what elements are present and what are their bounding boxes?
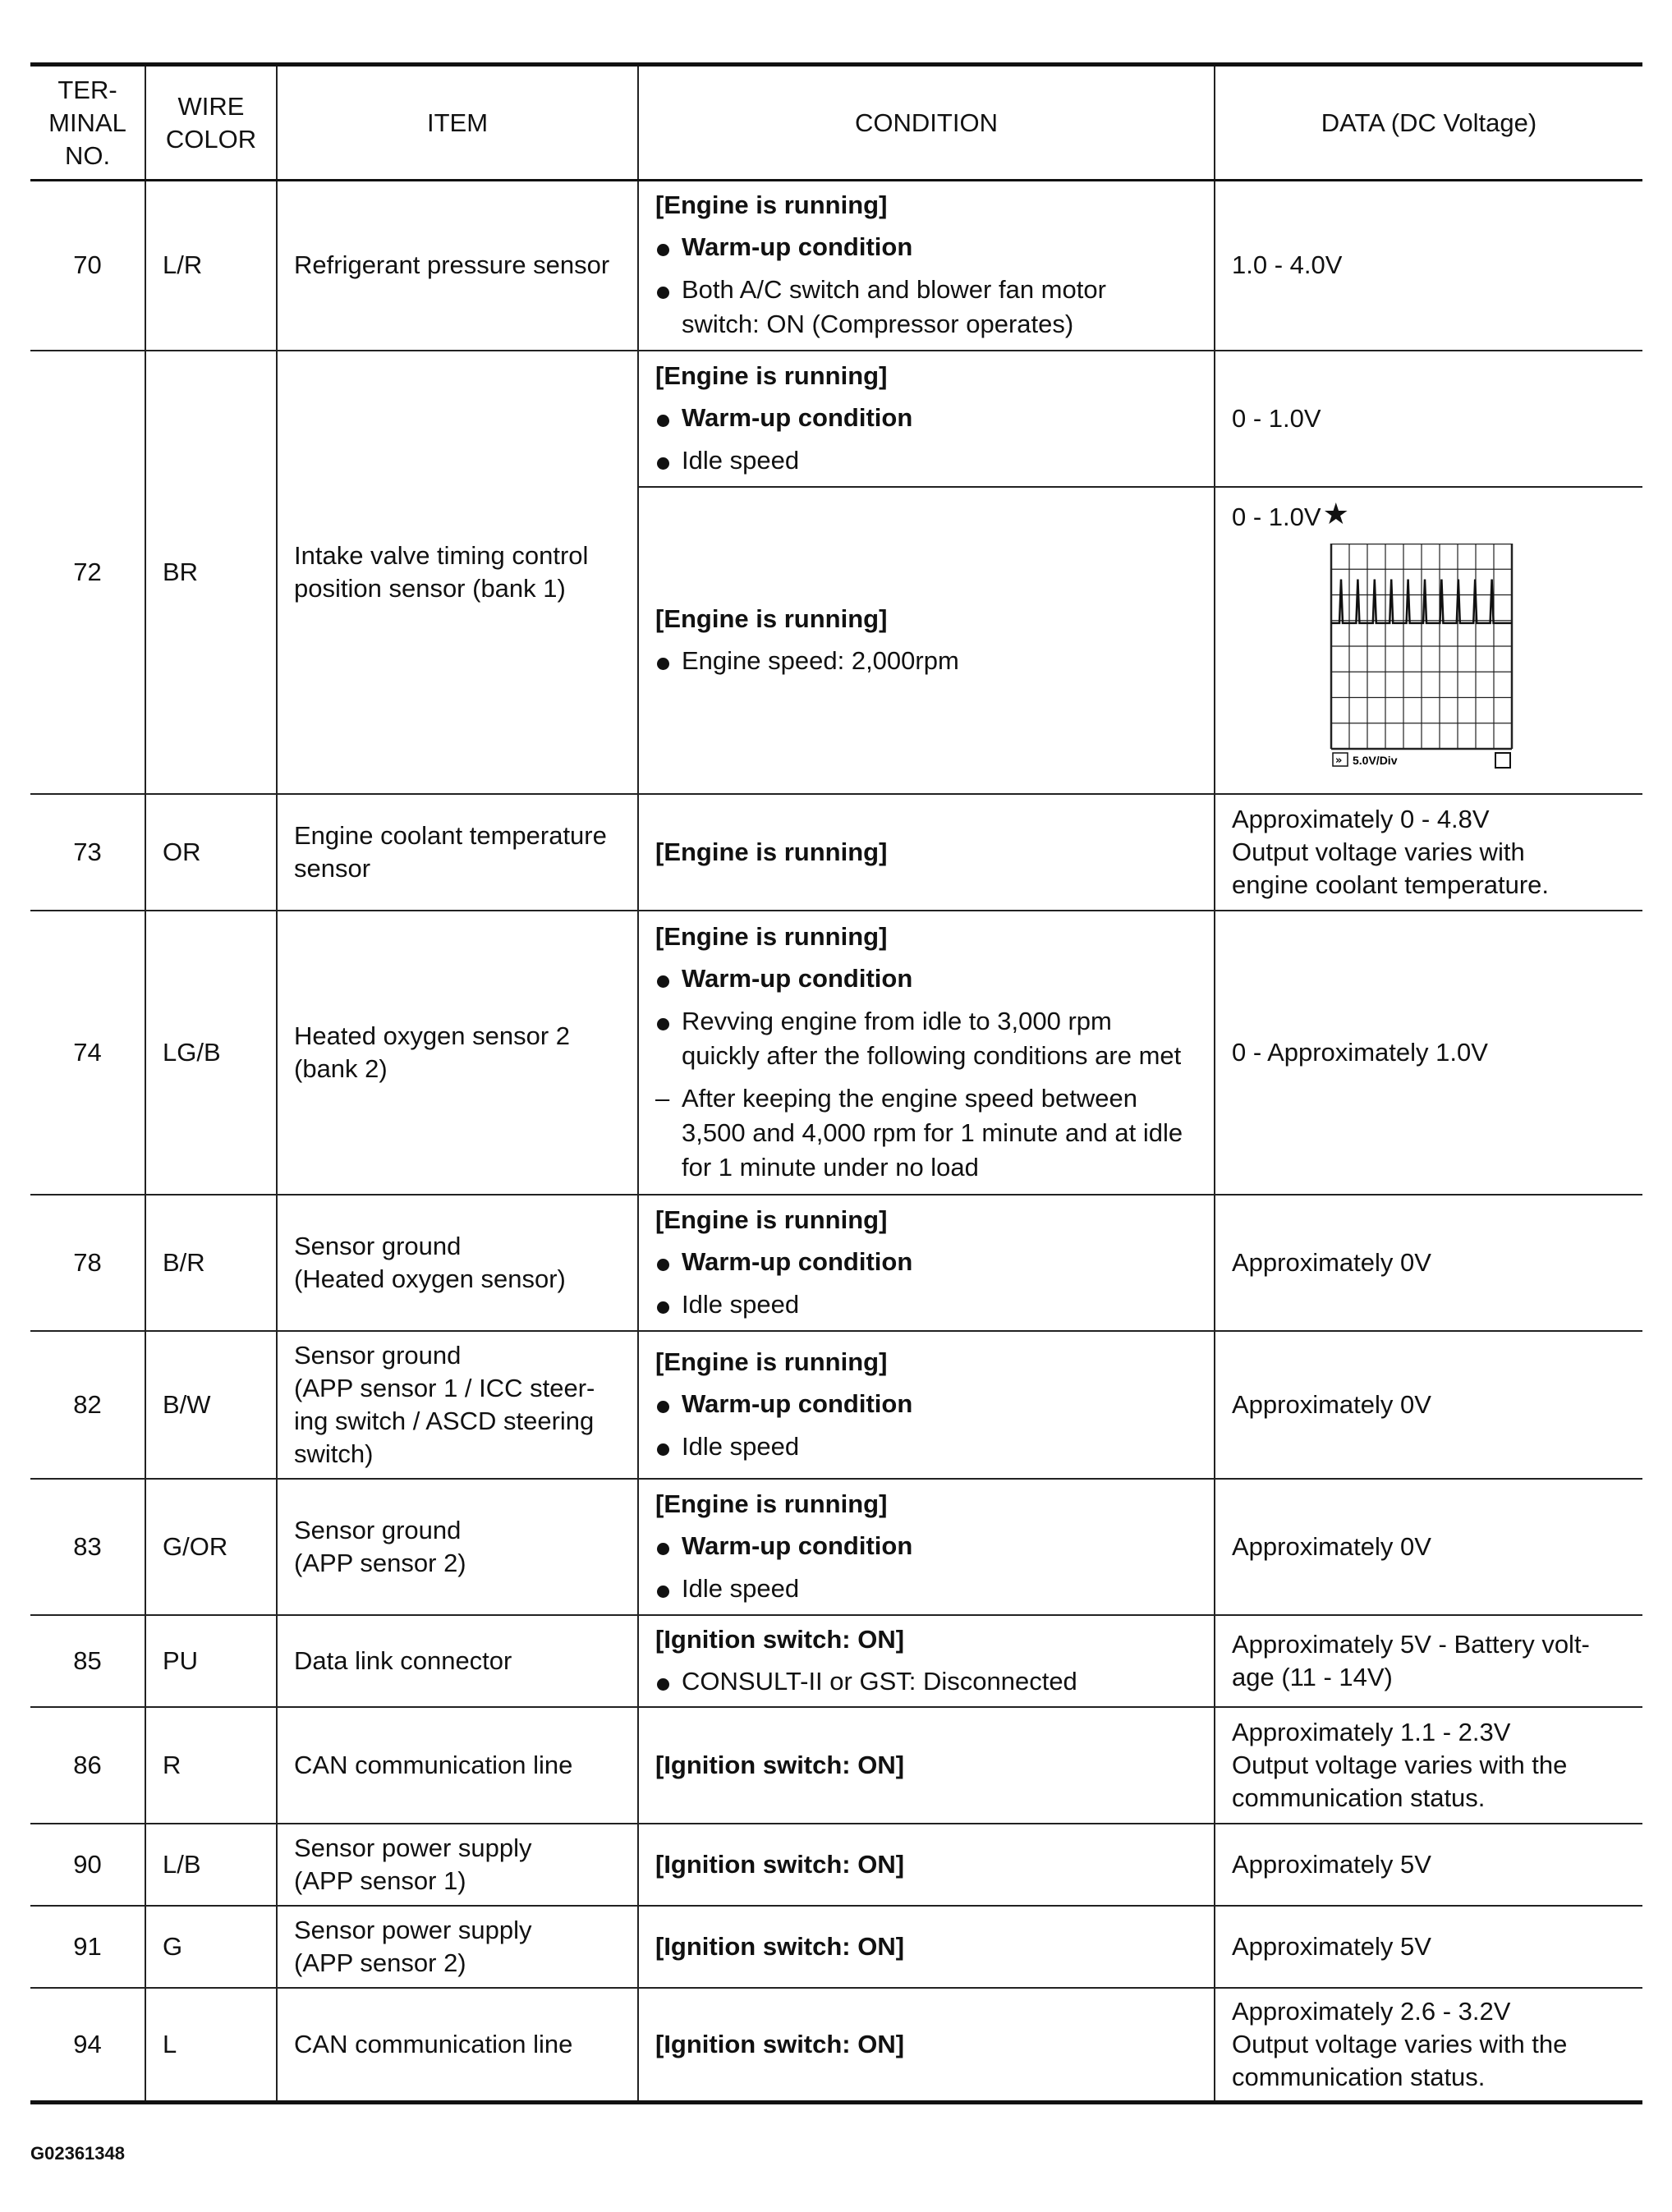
data-value: Approximately 5V - Battery volt-: [1232, 1629, 1590, 1659]
bullet-icon: [655, 443, 682, 478]
item-line: CAN communication line: [294, 2029, 573, 2058]
item-description: [277, 1479, 638, 1615]
item-line: sensor: [294, 853, 371, 883]
bullet-icon: [655, 401, 682, 435]
condition-cell: [638, 1906, 1215, 1988]
data-line: [1232, 1531, 1626, 1563]
condition-text: [682, 401, 1197, 435]
condition-text-line: for 1 minute under no load: [682, 1152, 979, 1182]
condition-title: [Engine is running]: [655, 837, 888, 866]
data-cell: [1215, 1195, 1642, 1331]
data-line: [1232, 1246, 1626, 1279]
header-terminal-line: NO.: [64, 140, 111, 170]
oscilloscope-graph: [1326, 544, 1517, 773]
condition-cell: [638, 181, 1215, 351]
item-line: Sensor ground: [294, 1515, 462, 1544]
item-line: (Heated oxygen sensor): [294, 1264, 566, 1293]
terminal-data-table: [30, 62, 1642, 2104]
condition-text: [682, 961, 1197, 996]
condition-text-line: Idle speed: [682, 445, 800, 475]
data-cell: [1215, 1479, 1642, 1615]
scale-label: 5.0V/Div: [1353, 753, 1398, 767]
table-row: [30, 181, 1642, 351]
data-line: [1232, 1848, 1626, 1881]
condition-text-line: Warm-up condition: [682, 402, 913, 432]
condition-text-line: Engine speed: 2,000rpm: [682, 645, 959, 675]
data-value: Approximately 0 - 4.8V: [1232, 804, 1490, 833]
square-marker-icon: [1495, 753, 1510, 768]
data-line: [1232, 1782, 1626, 1815]
data-line: [1232, 2028, 1626, 2061]
wire-color: R: [145, 1707, 277, 1824]
condition-cell: [638, 1707, 1215, 1824]
data-value: communication status.: [1232, 2062, 1486, 2091]
data-value: Approximately 0V: [1232, 1247, 1431, 1277]
wire-color: OR: [145, 794, 277, 911]
header-wire-line: WIRE: [177, 91, 245, 121]
data-line: [1232, 869, 1626, 902]
oscilloscope-waveform: [1326, 544, 1523, 778]
item-line: (APP sensor 2): [294, 1548, 466, 1577]
item-line: (bank 2): [294, 1053, 388, 1083]
condition-line: [655, 1529, 1197, 1563]
item-description: [277, 1906, 638, 1988]
condition-text-line: After keeping the engine speed between: [682, 1083, 1137, 1113]
data-line: [1232, 402, 1626, 435]
condition-cell: [638, 1479, 1215, 1615]
condition-line: [655, 1572, 1197, 1606]
condition-text-line: Warm-up condition: [682, 1388, 913, 1418]
item-description: [277, 181, 638, 351]
terminal-number: 94: [30, 1988, 145, 2103]
data-cell: [1215, 181, 1642, 351]
item-description: [277, 1988, 638, 2103]
wire-color: PU: [145, 1615, 277, 1707]
condition-title: [Engine is running]: [655, 921, 888, 951]
condition-text: [682, 1287, 1197, 1322]
condition-title: [Ignition switch: ON]: [655, 1624, 905, 1654]
table-row: [30, 1707, 1642, 1824]
condition-line: [655, 401, 1197, 435]
data-value: Output voltage varies with the: [1232, 2029, 1568, 2058]
data-cell: [1215, 1615, 1642, 1707]
data-value: Approximately 2.6 - 3.2V: [1232, 1996, 1511, 2026]
data-line: [1232, 1749, 1626, 1782]
header-row: [30, 65, 1642, 181]
data-cell: [1215, 1988, 1642, 2103]
condition-title: [Engine is running]: [655, 603, 888, 633]
table-row: [30, 911, 1642, 1195]
data-cell: [1215, 911, 1642, 1195]
item-line: CAN communication line: [294, 1750, 573, 1779]
header-terminal-no: [30, 65, 145, 181]
condition-line: [655, 1004, 1197, 1073]
condition-line: [655, 961, 1197, 996]
item-line: (APP sensor 2): [294, 1948, 466, 1977]
condition-cell: [638, 1988, 1215, 2103]
item-description: [277, 1195, 638, 1331]
condition-text-line: Revving engine from idle to 3,000 rpm: [682, 1006, 1112, 1035]
star-icon: ★: [1322, 496, 1349, 530]
wire-color: L: [145, 1988, 277, 2103]
data-line: [1232, 1995, 1626, 2028]
condition-text-line: Idle speed: [682, 1573, 800, 1603]
data-value: engine coolant temperature.: [1232, 870, 1550, 899]
bullet-icon: [655, 230, 682, 264]
item-description: [277, 351, 638, 794]
condition-cell: [638, 911, 1215, 1195]
data-value: 0 - 1.0V: [1232, 502, 1321, 531]
terminal-number: 90: [30, 1824, 145, 1906]
item-line: switch): [294, 1439, 374, 1468]
condition-title: [Engine is running]: [655, 1489, 888, 1518]
data-cell: [1215, 351, 1642, 487]
condition-title: [Ignition switch: ON]: [655, 1849, 905, 1879]
data-value: age (11 - 14V): [1232, 1662, 1393, 1691]
condition-title: [Ignition switch: ON]: [655, 1750, 905, 1779]
condition-text-line: CONSULT-II or GST: Disconnected: [682, 1666, 1077, 1696]
data-line: [1232, 498, 1626, 534]
condition-cell: [638, 351, 1215, 487]
item-line: Heated oxygen sensor 2: [294, 1021, 571, 1050]
condition-text: [682, 1245, 1197, 1279]
bullet-icon: [655, 644, 682, 678]
condition-text-line: Both A/C switch and blower fan motor: [682, 275, 1106, 305]
item-description: [277, 1824, 638, 1906]
condition-cell: [638, 794, 1215, 911]
data-line: [1232, 1930, 1626, 1963]
condition-cell: [638, 1331, 1215, 1479]
table-row: [30, 1479, 1642, 1615]
item-line: Refrigerant pressure sensor: [294, 250, 610, 280]
terminal-number: 70: [30, 181, 145, 351]
wire-color: L/R: [145, 181, 277, 351]
wire-color: LG/B: [145, 911, 277, 1195]
table-row: [30, 1906, 1642, 1988]
terminal-number: 83: [30, 1479, 145, 1615]
terminal-number: 85: [30, 1615, 145, 1707]
condition-cell: [638, 1615, 1215, 1707]
header-wire-color: [145, 65, 277, 181]
wire-color: G/OR: [145, 1479, 277, 1615]
condition-title: [Ignition switch: ON]: [655, 1931, 905, 1961]
condition-cell: [638, 1195, 1215, 1331]
condition-text-line: Warm-up condition: [682, 1531, 913, 1560]
item-line: (APP sensor 1 / ICC steer-: [294, 1373, 595, 1402]
table-row: [30, 1615, 1642, 1707]
header-terminal-line: TER-: [57, 75, 117, 104]
data-cell: [1215, 1906, 1642, 1988]
condition-text: [682, 273, 1197, 342]
header-wire-line: COLOR: [165, 124, 257, 154]
bullet-icon: [655, 1245, 682, 1279]
item-line: position sensor (bank 1): [294, 573, 566, 603]
table-row: [30, 351, 1642, 487]
data-value: communication status.: [1232, 1783, 1486, 1812]
item-line: Sensor power supply: [294, 1915, 532, 1944]
condition-text: [682, 1664, 1197, 1699]
data-value: 1.0 - 4.0V: [1232, 250, 1343, 280]
data-line: [1232, 1388, 1626, 1421]
data-line: [1232, 249, 1626, 282]
item-line: Sensor ground: [294, 1231, 462, 1260]
table-row: [30, 1331, 1642, 1479]
terminal-number: 78: [30, 1195, 145, 1331]
condition-text: [682, 443, 1197, 478]
bullet-icon: [655, 1430, 682, 1464]
condition-text-line: switch: ON (Compressor operates): [682, 310, 1074, 339]
data-value: Approximately 5V: [1232, 1931, 1431, 1961]
document-code: G02361348: [30, 2143, 125, 2164]
condition-title: [Engine is running]: [655, 360, 888, 390]
condition-title: [Engine is running]: [655, 190, 888, 220]
header-terminal-line: MINAL: [48, 108, 126, 137]
condition-line: [655, 443, 1197, 478]
data-cell: [1215, 1707, 1642, 1824]
terminal-number: 72: [30, 351, 145, 794]
header-condition: CONDITION: [638, 65, 1215, 181]
data-line: [1232, 803, 1626, 836]
condition-text-line: Warm-up condition: [682, 1246, 913, 1276]
condition-line: [655, 1430, 1197, 1464]
item-line: (APP sensor 1): [294, 1866, 466, 1895]
condition-line: [655, 273, 1197, 342]
condition-text: [682, 1387, 1197, 1421]
double-chevron-glyph: »: [1335, 754, 1343, 767]
data-value: Approximately 1.1 - 2.3V: [1232, 1717, 1511, 1746]
condition-text-line: 3,500 and 4,000 rpm for 1 minute and at idle: [682, 1117, 1183, 1147]
condition-text: [682, 1430, 1197, 1464]
item-description: [277, 1615, 638, 1707]
bullet-icon: [655, 961, 682, 996]
condition-title: [Engine is running]: [655, 1205, 888, 1234]
dash-icon: –: [655, 1083, 670, 1113]
data-cell: [1215, 487, 1642, 794]
table-row: [30, 1824, 1642, 1906]
item-line: Sensor ground: [294, 1340, 462, 1370]
condition-text: [682, 644, 1197, 678]
item-description: [277, 1707, 638, 1824]
data-line: [1232, 836, 1626, 869]
table-body: [30, 181, 1642, 2103]
condition-text: [682, 1004, 1197, 1073]
condition-text-line: Warm-up condition: [682, 963, 913, 993]
condition-text: [682, 230, 1197, 264]
condition-line: [655, 230, 1197, 264]
condition-line: [655, 1287, 1197, 1322]
item-description: [277, 1331, 638, 1479]
terminal-number: 86: [30, 1707, 145, 1824]
table-header: [30, 65, 1642, 181]
data-line: [1232, 2061, 1626, 2094]
condition-text-line: quickly after the following conditions are met: [682, 1040, 1182, 1070]
condition-cell: [638, 487, 1215, 794]
item-description: [277, 794, 638, 911]
terminal-number: 73: [30, 794, 145, 911]
condition-text-line: Idle speed: [682, 1289, 800, 1319]
item-line: Sensor power supply: [294, 1833, 532, 1862]
item-line: Data link connector: [294, 1645, 512, 1675]
bullet-icon: [655, 1287, 682, 1322]
condition-line: [655, 644, 1197, 678]
condition-line: [655, 1387, 1197, 1421]
condition-text: [682, 1081, 1197, 1185]
item-line: ing switch / ASCD steering: [294, 1406, 595, 1435]
condition-title: [Ignition switch: ON]: [655, 2029, 905, 2058]
wire-color: B/R: [145, 1195, 277, 1331]
wire-color: BR: [145, 351, 277, 794]
condition-text-line: Warm-up condition: [682, 232, 913, 262]
data-value: Output voltage varies with: [1232, 837, 1525, 866]
header-item: ITEM: [277, 65, 638, 181]
data-line: [1232, 1628, 1626, 1661]
terminal-number: 82: [30, 1331, 145, 1479]
data-line: [1232, 1036, 1626, 1069]
data-line: [1232, 1661, 1626, 1694]
header-data: DATA (DC Voltage): [1215, 65, 1642, 181]
data-value: 0 - Approximately 1.0V: [1232, 1037, 1488, 1067]
data-value: Approximately 5V: [1232, 1849, 1431, 1879]
terminal-number: 74: [30, 911, 145, 1195]
data-cell: [1215, 1331, 1642, 1479]
wire-color: G: [145, 1906, 277, 1988]
condition-line: [655, 1081, 1197, 1185]
data-cell: [1215, 1824, 1642, 1906]
condition-text-line: Idle speed: [682, 1431, 800, 1461]
data-value: Approximately 0V: [1232, 1389, 1431, 1419]
condition-text: [682, 1529, 1197, 1563]
data-line: [1232, 1716, 1626, 1749]
item-description: [277, 911, 638, 1195]
data-value: 0 - 1.0V: [1232, 403, 1321, 433]
condition-cell: [638, 1824, 1215, 1906]
condition-text: [682, 1572, 1197, 1606]
table-row: [30, 1988, 1642, 2103]
bullet-icon: [655, 1387, 682, 1421]
condition-line: [655, 1664, 1197, 1699]
data-value: Approximately 0V: [1232, 1531, 1431, 1561]
wire-color: L/B: [145, 1824, 277, 1906]
bullet-icon: [655, 1572, 682, 1606]
item-line: Intake valve timing control: [294, 540, 589, 570]
terminal-number: 91: [30, 1906, 145, 1988]
bullet-icon: [655, 1004, 682, 1039]
table-row: [30, 1195, 1642, 1331]
data-value: Output voltage varies with the: [1232, 1750, 1568, 1779]
data-cell: [1215, 794, 1642, 911]
condition-line: [655, 1245, 1197, 1279]
condition-title: [Engine is running]: [655, 1347, 888, 1376]
bullet-icon: [655, 1664, 682, 1699]
table-row: [30, 794, 1642, 911]
wire-color: B/W: [145, 1331, 277, 1479]
item-line: Engine coolant temperature: [294, 820, 607, 850]
bullet-icon: [655, 273, 682, 307]
bullet-icon: [655, 1529, 682, 1563]
